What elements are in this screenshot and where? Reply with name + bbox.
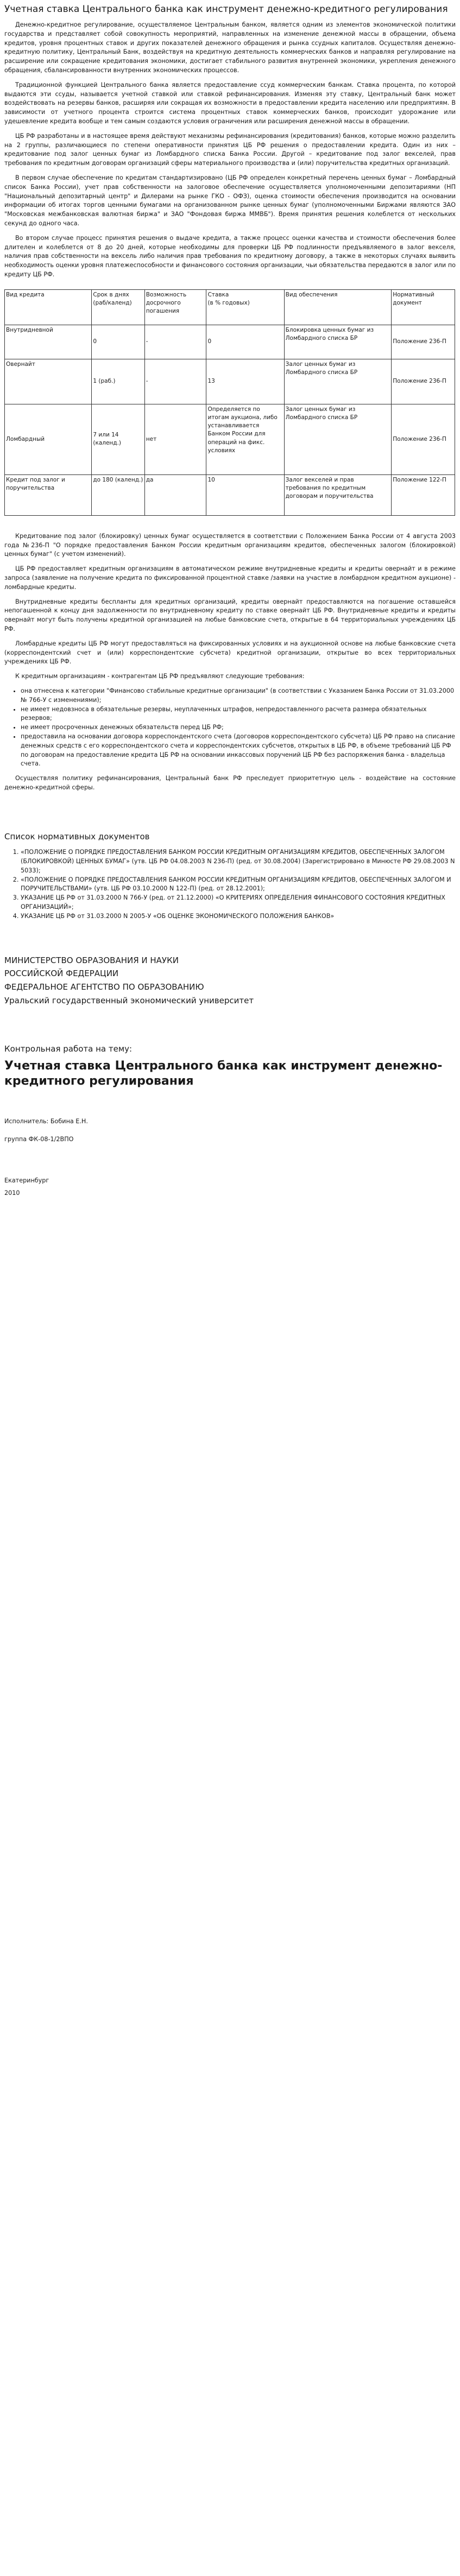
table-header-cell: Нормативный документ <box>392 289 455 325</box>
requirements-list <box>4 687 456 769</box>
university-line: Уральский государственный экономический университет <box>4 995 254 1005</box>
list-item: • предоставила на основании договора корреспондентского счета (договоров корреспондентского субсчета) ЦБ РФ право на списание денежных средств с его корреспондентского счета и корреспондентских субсчетов, открытых в ЦБ РФ, в объеме требований ЦБ РФ по договорам на предоставление кредита ЦБ РФ на основании инкассовых поручений ЦБ РФ без распоряжения банка - владельца счета. <box>21 732 456 769</box>
table-cell: Кредит под залог и поручительства <box>5 474 92 515</box>
table-row <box>5 325 455 359</box>
paragraph: Осуществляя политику рефинансирования, Центральный банк РФ преследует приоритетную цель - воздействие на состояние денежно-кредитной сферы. <box>4 775 456 791</box>
table-row <box>5 359 455 404</box>
table-cell: Овернайт <box>5 359 92 404</box>
table-cell: Залог ценных бумаг из Ломбардного списка БР <box>284 359 392 404</box>
table-cell: Положение 236-П <box>392 359 455 404</box>
table-cell: 7 или 14 (календ.) <box>92 404 144 474</box>
list-item: 2. «ПОЛОЖЕНИЕ О ПОРЯДКЕ ПРЕДОСТАВЛЕНИЯ БАНКОМ РОССИИ КРЕДИТНЫМ ОРГАНИЗАЦИЯМ КРЕДИТОВ, ОБЕСПЕЧЕННЫХ ЗАЛОГОМ И ПОРУЧИТЕЛЬСТВАМИ» (утв. ЦБ РФ 03.10.2000 N 122-П) (ред. от 28.12.2001); <box>21 876 456 894</box>
list-item: 4. УКАЗАНИЕ ЦБ РФ от 31.03.2000 N 2005-У «ОБ ОЦЕНКЕ ЭКОНОМИЧЕСКОГО ПОЛОЖЕНИЯ БАНКОВ» <box>21 912 456 921</box>
list-item: 1. «ПОЛОЖЕНИЕ О ПОРЯДКЕ ПРЕДОСТАВЛЕНИЯ БАНКОМ РОССИИ КРЕДИТНЫМ ОРГАНИЗАЦИЯМ КРЕДИТОВ, ОБЕСПЕЧЕННЫХ ЗАЛОГОМ (БЛОКИРОВКОЙ) ЦЕННЫХ БУМАГ» (утв. ЦБ РФ 04.08.2003 N 236-П) (ред. от 30.08.2004) (Зарегистрировано в Минюсте РФ 29.08.2003 N 5033); <box>21 848 456 875</box>
table-cell: да <box>144 474 206 515</box>
paragraph: Внутридневные кредиты беспланты для кредитных организаций, кредиты овернайт предоставляются на погашение оставшейся непогашенной к концу дня задолженности по внутридневному кредиту по ставке овернайт ЦБ РФ. Внутридневные кредиты и кредиты овернайт могут быть получены кредитной организацией на любые банковские счета, открытые в 64 территориальных учреждениях ЦБ РФ. <box>4 598 456 632</box>
table-header-cell: Срок в днях (раб/календ) <box>92 289 144 325</box>
list-item: • она отнесена к категории "Финансово стабильные кредитные организации" (в соответствии с Указанием Банка России от 31.03.2000 № 766-У с изменениями); <box>21 687 456 705</box>
table-header-cell: Возможность досрочного погашения <box>144 289 206 325</box>
table-header-cell: Вид обеспечения <box>284 289 392 325</box>
document-page <box>0 0 460 1220</box>
paragraph: ЦБ РФ предоставляет кредитным организациям в автоматическом режиме внутридневные кредиты и кредиты овернайт и в режиме запроса (заявление на получение кредита по фиксированной процентной ставке /заявки на участие в ломбардном кредитном аукционе) - ломбардные кредиты. <box>4 565 456 591</box>
intro-section <box>4 21 456 280</box>
table-cell: Внутридневной <box>5 325 92 359</box>
paragraph: Кредитование под залог (блокировку) ценных бумаг осуществляется в соответствии с Положением Банка России от 4 августа 2003 года №236-П "О порядке предоставления Банком России кредитным организациям кредитов, обеспеченных залогом (блокировкой) ценных бумаг" (с учетом изменений). <box>4 532 456 558</box>
table-cell: Положение 236-П <box>392 325 455 359</box>
list-item: • не имеет просроченных денежных обязательств перед ЦБ РФ; <box>21 723 456 732</box>
table-cell: 10 <box>206 474 284 515</box>
table-cell: до 180 (календ.) <box>92 474 144 515</box>
table-cell: Положение 236-П <box>392 404 455 474</box>
paragraph: Денежно-кредитное регулирование, осуществляемое Центральным банком, является одним из элементов экономической политики государства и представляет собой совокупность мероприятий, направленных на изменение денежной массы в обращении, объема кредитов, уровня процентных ставок и других показателей денежного обращения и рынка ссудных капиталов. Осуществляя денежно-кредитную политику, Центральный Банк, воздействуя на кредитную деятельность коммерческих банков и направляя регулирование на расширение или сокращение кредитования экономики, достигает стабильного развития внутренней экономики, укрепления денежного обращения, сбалансированности внутренних экономических процессов. <box>4 21 456 74</box>
table-header-cell: Вид кредита <box>5 289 92 325</box>
list-item: • не имеет недовзноса в обязательные резервы, неуплаченных штрафов, непредоставленного расчета размера обязательных резервов; <box>21 705 456 724</box>
table-row <box>5 474 455 515</box>
paragraph: Традиционной функцией Центрального банка является предоставление ссуд коммерческим банкам. Ставка процента, по которой выдаются эти ссуды, называется учетной ставкой или ставкой рефинансирования. Изменяя эту ставку, Центральный банк может воздействовать на резервы банков, расширяя или сокращая их возможности в предоставлении кредита населению или предприятиям. В зависимости от учетного процента строится система процентных ставок коммерческих банков, происходит удорожание или удешевление кредита вообще и тем самым создаются условия ограничения или расширения денежной массы в обращении. <box>4 81 456 125</box>
paragraph: ЦБ РФ разработаны и в настоящее время действуют механизмы рефинансирования (кредитования) банков, которые можно разделить на 2 группы, различающиеся по степени оперативности принятия ЦБ РФ решения о предоставлении кредита. Один из них – кредитование под залог ценных бумаг из Ломбардного списка Банка России. Другой – кредитование под залог векселей, прав требования по кредитным договорам организаций сферы материального производства и (или) поручительства кредитных организаций. <box>4 132 456 167</box>
list-item: 3. УКАЗАНИЕ ЦБ РФ от 31.03.2000 N 766-У (ред. от 21.12.2000) «О КРИТЕРИЯХ ОПРЕДЕЛЕНИЯ ФИНАНСОВОГО СОСТОЯНИЯ КРЕДИТНЫХ ОРГАНИЗАЦИЙ»; <box>21 894 456 912</box>
table-cell: Положение 122-П <box>392 474 455 515</box>
table-cell: - <box>144 325 206 359</box>
table-row <box>5 404 455 474</box>
table-cell: нет <box>144 404 206 474</box>
paragraph: Во втором случае процесс принятия решения о выдаче кредита, а также процесс оценки качества и стоимости обеспечения более длителен и колеблется от 8 до 20 дней, которые необходимы для проверки ЦБ РФ подлинности предъявляемого в залог векселя, наличия прав собственности на вексель либо наличия прав требования по кредитному договору, а также в некоторых случаях выявить необходимость оценки уровня платежеспособности и финансового состояния организации, чьи обязательства передаются в залог или по кредиту ЦБ РФ. <box>4 234 456 279</box>
table-cell: - <box>144 359 206 404</box>
table-header-row <box>5 289 455 325</box>
table-cell: Залог ценных бумаг из Ломбардного списка БР <box>284 404 392 474</box>
table-cell: Залог векселей и прав требования по кредитным договорам и поручительства <box>284 474 392 515</box>
table-cell: 1 (раб.) <box>92 359 144 404</box>
after-table-section <box>4 532 456 681</box>
sources-heading: Список нормативных документов <box>4 831 150 841</box>
performer: Исполнитель: Бобина Е.Н. <box>4 1118 88 1125</box>
table-cell: Ломбардный <box>5 404 92 474</box>
table-cell: Блокировка ценных бумаг из Ломбардного списка БР <box>284 325 392 359</box>
ministry-line: МИНИСТЕРСТВО ОБРАЗОВАНИЯ И НАУКИ <box>4 955 179 965</box>
paragraph: К кредитным организациям - контрагентам ЦБ РФ предъявляют следующие требования: <box>15 673 305 680</box>
work-title: Учетная ставка Центрального банка как инструмент денежно-кредитного регулирования <box>4 1059 443 1088</box>
paragraph: Ломбардные кредиты ЦБ РФ могут предоставляться на фиксированных условиях и на аукционной основе на любые банковские счета (корреспондентский счет и (или) корреспондентские субсчета) кредитной организации, открытые во всех территориальных учреждениях ЦБ РФ. <box>4 640 456 666</box>
sources-list <box>4 848 456 921</box>
year: 2010 <box>4 1189 20 1197</box>
title-page <box>4 954 456 1199</box>
group: группа ФК-08-1/2ВПО <box>4 1135 74 1143</box>
table-header-cell: Ставка (в % годовых) <box>206 289 284 325</box>
city: Екатеринбург <box>4 1177 49 1185</box>
federation-line: РОССИЙСКОЙ ФЕДЕРАЦИИ <box>4 969 119 979</box>
table-cell: 0 <box>206 325 284 359</box>
agency-line: ФЕДЕРАЛЬНОЕ АГЕНТСТВО ПО ОБРАЗОВАНИЮ <box>4 982 204 992</box>
table-cell: 13 <box>206 359 284 404</box>
table-cell: 0 <box>92 325 144 359</box>
work-label: Контрольная работа на тему: <box>4 1043 133 1054</box>
refinancing-table <box>4 289 455 516</box>
paragraph: В первом случае обеспечение по кредитам стандартизировано (ЦБ РФ определен конкретный перечень ценных бумаг – Ломбардный список Банка России), учет прав собственности на залоговое обеспечение осуществляется уполномоченными депозитариями (НП "Национальный депозитарный центр" и Дилерами на рынке ГКО - ОФЗ), оценка стоимости обеспечения производится на основании информации об итогах торгов ценными бумагами на организованном рынке ценных бумаг (уполномоченными Биржами являются ЗАО "Московская межбанковская валютная биржа" и ЗАО "Фондовая биржа ММВБ"). Время принятия решения колеблется от нескольких секунд до одного часа. <box>4 174 456 227</box>
page-title: Учетная ставка Центрального банка как инструмент денежно-кредитного регулирования <box>4 4 448 15</box>
table-cell: Определяется по итогам аукциона, либо устанавливается Банком России для операций на фикс. условиях <box>206 404 284 474</box>
